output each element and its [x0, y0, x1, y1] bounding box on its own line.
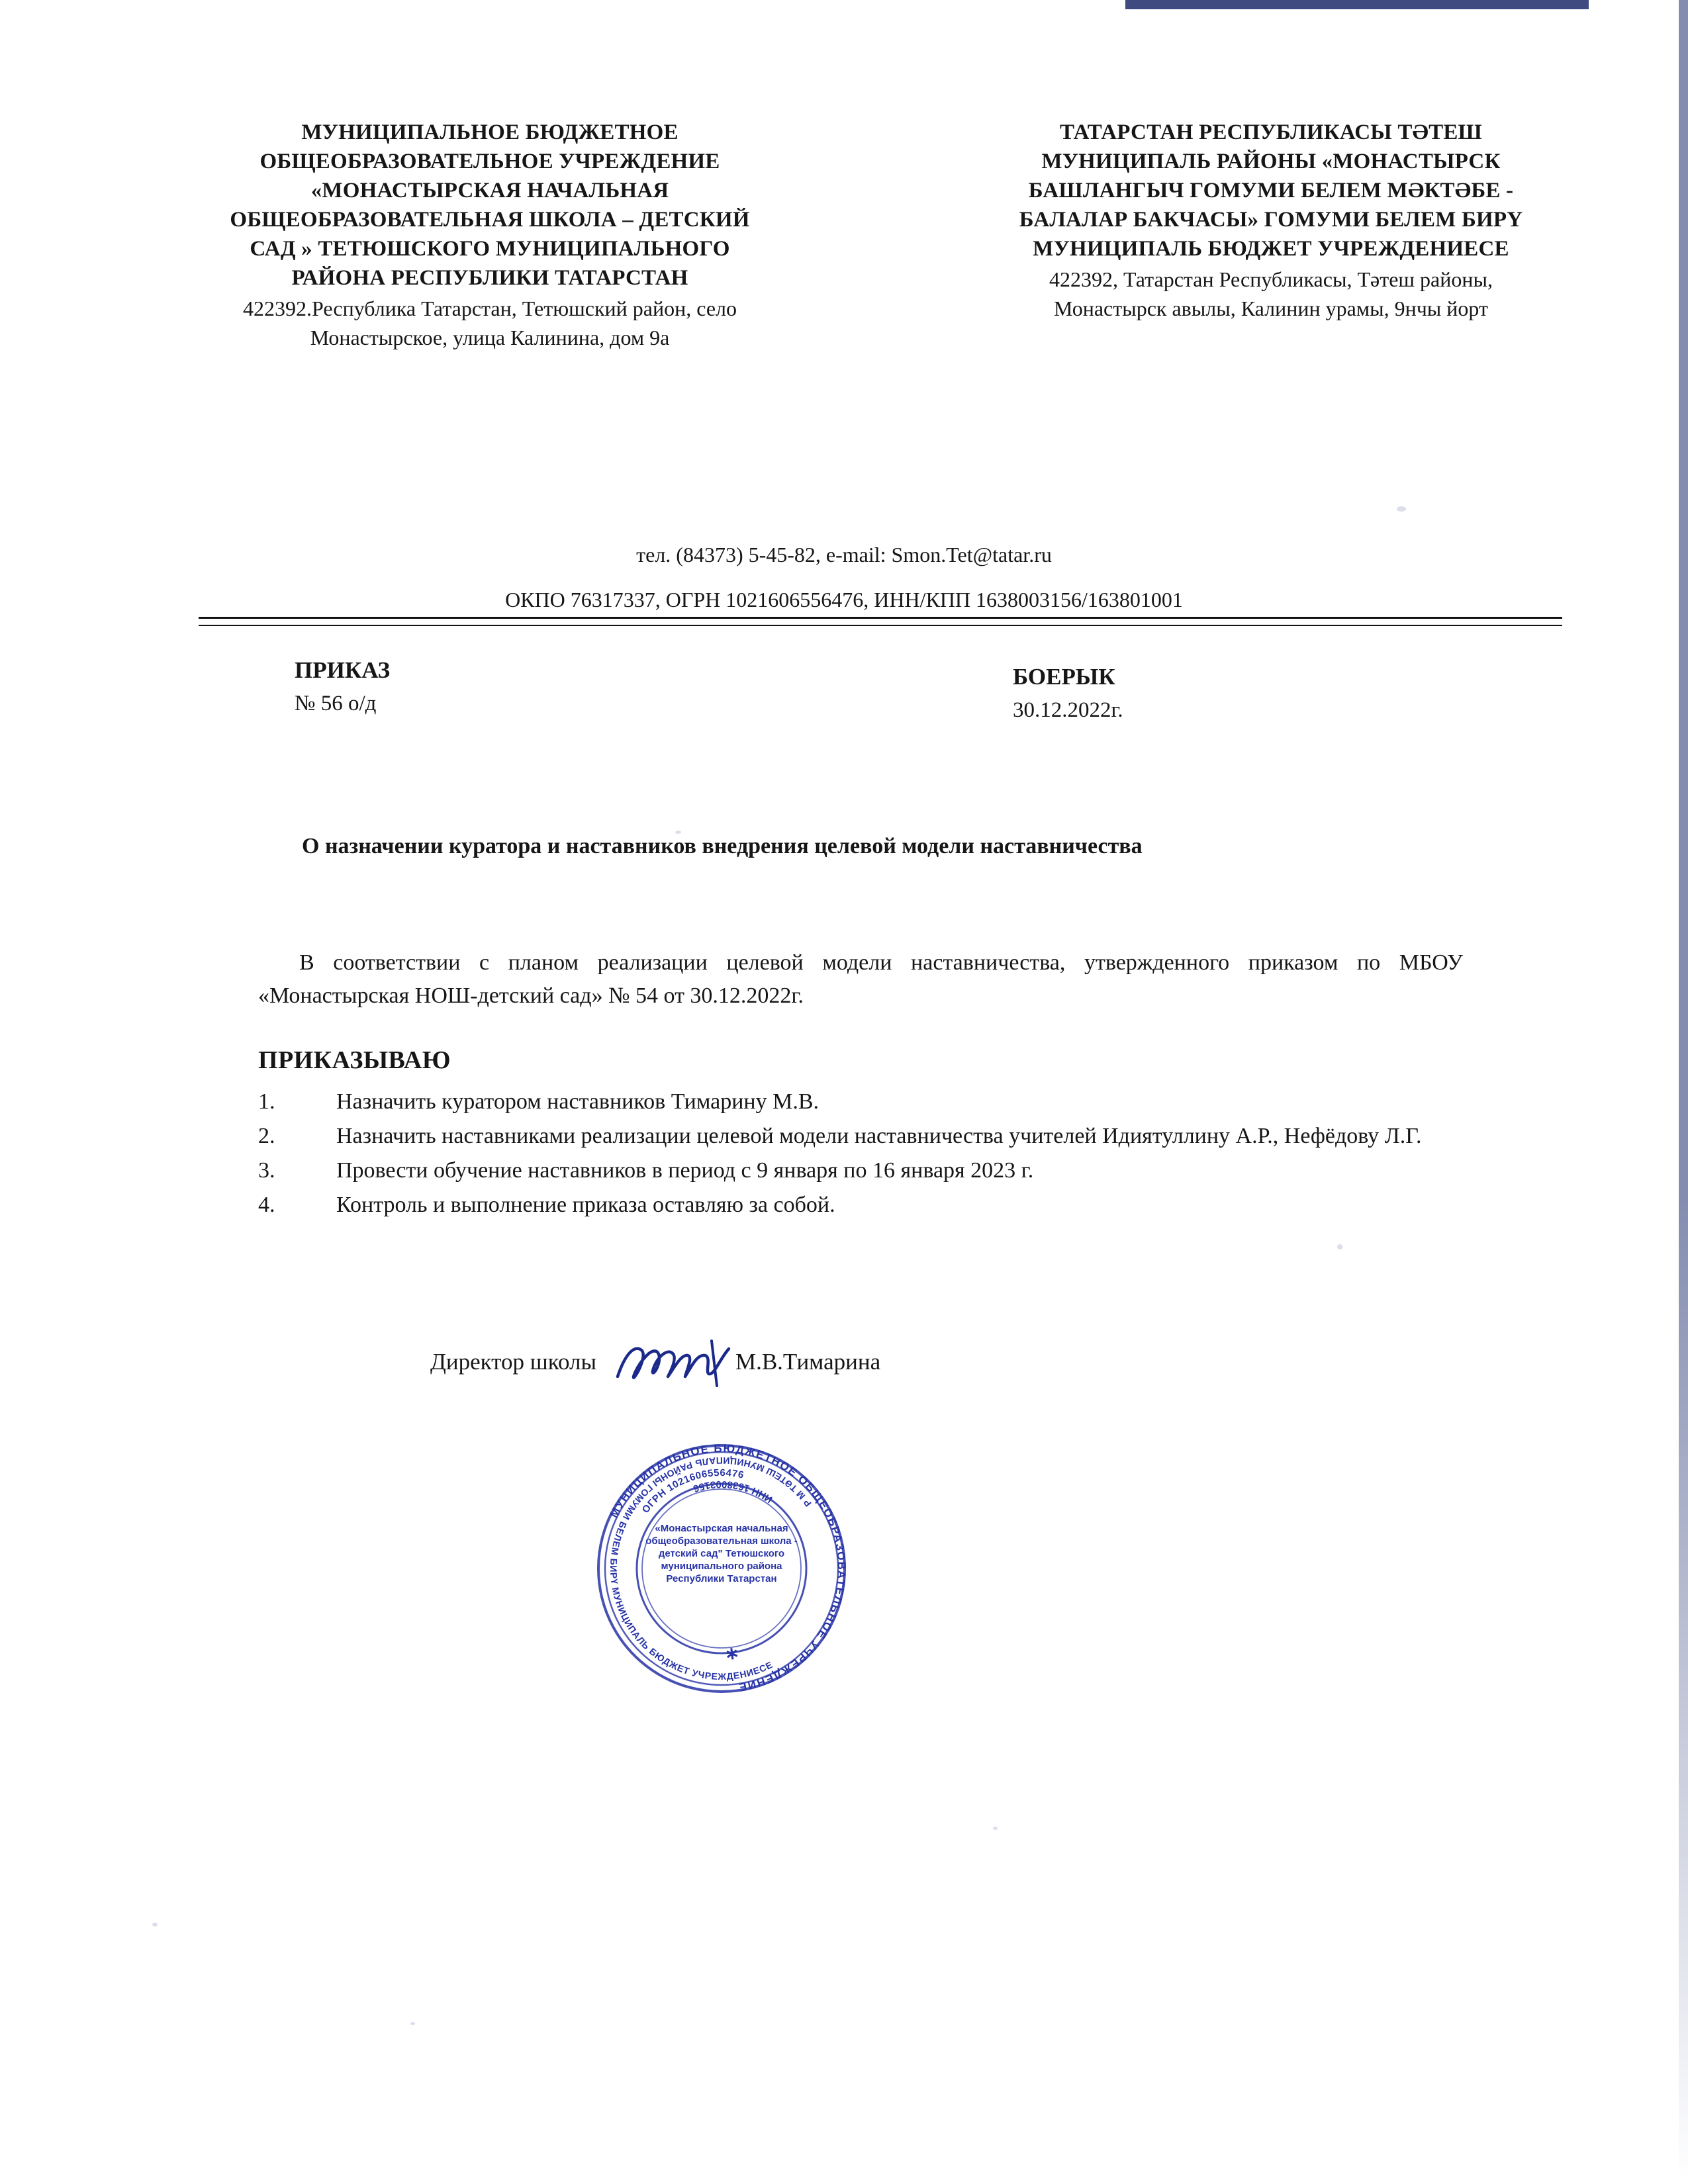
order-number: № 56 о/д — [295, 692, 377, 715]
registry-codes: ОКПО 76317337, ОГРН 1021606556476, ИНН/КПП 1638003156/163801001 — [505, 588, 1183, 612]
list-item — [258, 1120, 1470, 1153]
signature-name: М.В.Тимарина — [735, 1349, 881, 1375]
list-item-number: 2. — [258, 1124, 275, 1148]
list-item-text: Назначить наставниками реализации целевой модели наставничества учителей Идиятуллину А.Р., Нефёдову Л.Г. — [336, 1124, 1422, 1148]
header-divider-line-2 — [199, 625, 1562, 626]
list-item-number: 1. — [258, 1089, 275, 1114]
org-name-tt: ТАТАРСТАН РЕСПУБЛИКАСЫ ТӘТЕШ МУНИЦИПАЛЬ РАЙОНЫ «МОНАСТЫРСК БАШЛАНГЫЧ ГОМУМИ БЕЛЕМ МӘКТӘБЕ - БАЛАЛАР БАКЧАСЫ» ГОМУМИ БЕЛЕМ БИРҮ МУНИЦИПАЛЬ БЮДЖЕТ УЧРЕЖДЕНИЕСЕ — [1019, 120, 1523, 261]
header-divider-line-1 — [199, 617, 1562, 619]
handwritten-signature — [612, 1343, 731, 1381]
list-item — [258, 1189, 1470, 1222]
list-item — [258, 1154, 1470, 1187]
org-address-ru: 422392.Республика Татарстан, Тетюшский район, село Монастырское, улица Калинина, дом 9а — [242, 296, 737, 349]
order-heading-ru — [295, 655, 390, 719]
scan-speckle — [1337, 1244, 1342, 1250]
order-heading-tt — [1013, 662, 1123, 725]
list-item — [258, 1085, 1470, 1118]
order-preamble — [258, 946, 1463, 1013]
scan-edge-artifact-right — [1679, 0, 1688, 2184]
order-subject: О назначении куратора и наставников внедрения целевой модели наставничества — [302, 834, 1143, 858]
signature-title: Директор школы — [430, 1349, 596, 1375]
scan-edge-artifact-bottom — [0, 2177, 1688, 2184]
official-stamp — [583, 1430, 861, 1707]
contact-info: тел. (84373) 5-45-82, e-mail: Smon.Tet@tatar.ru — [636, 543, 1052, 567]
order-heading-row — [199, 655, 1562, 735]
scan-edge-artifact-top — [1125, 0, 1589, 9]
command-word: ПРИКАЗЫВАЮ — [258, 1046, 451, 1074]
order-items-list — [258, 1085, 1470, 1223]
svg-text:∗: ∗ — [724, 1642, 741, 1664]
letterhead-russian — [212, 118, 768, 352]
list-item-text: Контроль и выполнение приказа оставляю за собой. — [336, 1193, 835, 1217]
scan-speckle — [993, 1827, 998, 1830]
org-name-ru: МУНИЦИПАЛЬНОЕ БЮДЖЕТНОЕ ОБЩЕОБРАЗОВАТЕЛЬНОЕ УЧРЕЖДЕНИЕ «МОНАСТЫРСКАЯ НАЧАЛЬНАЯ ОБЩЕОБРАЗОВАТЕЛЬНАЯ ШКОЛА – ДЕТСКИЙ САД » ТЕТЮШСКОГО МУНИЦИПАЛЬНОГО РАЙОНА РЕСПУБЛИКИ ТАТАРСТАН — [230, 120, 750, 290]
list-item-text: Провести обучение наставников в период с 9 января по 16 января 2023 г. — [336, 1158, 1034, 1183]
list-item-number: 4. — [258, 1193, 275, 1217]
letterhead — [199, 118, 1562, 352]
order-preamble-text: В соответствии с планом реализации целевой модели наставничества, утвержденного приказом по МБОУ «Монастырская НОШ-детский сад» № 54 от 30.12.2022г. — [258, 950, 1463, 1008]
scan-speckle — [675, 831, 681, 834]
scan-speckle — [152, 1923, 158, 1927]
scan-speckle — [410, 2022, 415, 2025]
svg-text:МУНИЦИПАЛЬНОЕ БЮДЖЕТНОЕ ОБЩЕ: МУНИЦИПАЛЬНОЕ БЮДЖЕТНОЕ ОБЩЕОБРАЗОВАТЕЛЬНОЕ УЧРЕЖДЕНИЕ — [607, 1441, 849, 1694]
order-date: 30.12.2022г. — [1013, 698, 1123, 722]
letterhead-tatar — [993, 118, 1549, 323]
stamp-center-text: «Монастырская начальная общеобразовательная школа - детский сад" Тетюшского муниципального района Республики Татарстан — [645, 1523, 798, 1584]
list-item-number: 3. — [258, 1158, 275, 1183]
order-label-ru: ПРИКАЗ — [295, 657, 391, 683]
scan-speckle — [1397, 506, 1406, 512]
svg-text:Р М ТӘТЕШ МУНИЦИПАЛЬ РАЙОНЫ Г: Р М ТӘТЕШ МУНИЦИПАЛЬ РАЙОНЫ ГОМУМИ БЕЛЕМ БИРҮ МУНИЦИПАЛЬ БЮДЖЕТ УЧРЕЖДЕНИЕСЕ — [608, 1455, 814, 1682]
svg-text:ИНН 1638003156: ИНН 1638003156 — [691, 1478, 775, 1506]
list-item-text: Назначить куратором наставников Тимарину М.В. — [336, 1089, 820, 1114]
org-address-tt: 422392, Татарстан Республикасы, Тәтеш районы, Монастырск авылы, Калинин урамы, 9нчы йорт — [1049, 267, 1493, 320]
svg-text:ОГРН 1021606556476: ОГРН 1021606556476 — [639, 1467, 745, 1516]
order-label-tt: БОЕРЫК — [1013, 664, 1115, 690]
signature-block — [430, 1343, 880, 1381]
